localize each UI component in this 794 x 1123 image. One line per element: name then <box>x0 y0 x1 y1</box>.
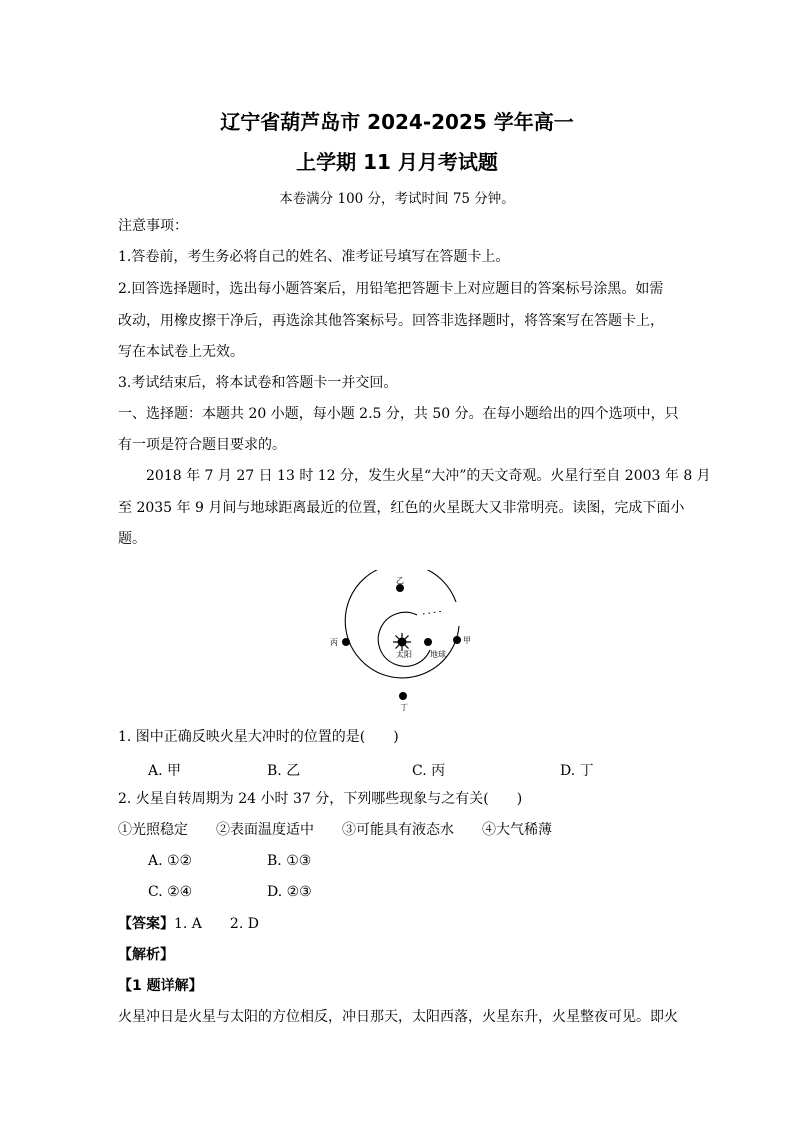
detail-1-label: 【1 题详解】 <box>118 978 203 994</box>
orbit-dotted-segment <box>423 611 444 614</box>
note-item-3: 3.考试结束后，将本试卷和答题卡一并交回。 <box>118 375 398 391</box>
sun-icon <box>393 633 411 651</box>
passage-line2: 至 2035 年 9 月间与地球距离最近的位置，红色的火星既大又非常明亮。读图，完成下面小 <box>118 500 685 516</box>
sun-label: 太阳 <box>396 650 412 659</box>
earth-dot <box>424 638 432 646</box>
answer-text: 1. A 2. D <box>174 916 259 932</box>
orbit-diagram <box>320 570 480 720</box>
q1-option-d[interactable]: D. 丁 <box>560 763 594 779</box>
position-jia-label: 甲 <box>463 636 471 645</box>
position-yi-label: 乙 <box>396 576 404 585</box>
page-title-line2: 上学期 11 月月考试题 <box>296 150 498 174</box>
q2-option-b[interactable]: B. ①③ <box>267 853 312 869</box>
q2-option-a[interactable]: A. ①② <box>148 853 193 869</box>
earth-label: 地球 <box>430 650 446 659</box>
note-item-2-line1: 2.回答选择题时，选出每小题答案后，用铅笔把答题卡上对应题目的答案标号涂黑。如需 <box>118 281 664 297</box>
question-1-stem: 1. 图中正确反映火星大冲时的位置的是( ) <box>118 729 399 745</box>
question-2-statements: ①光照稳定 ②表面温度适中 ③可能具有液态水 ④大气稀薄 <box>118 822 552 838</box>
position-ding-dot <box>399 692 407 700</box>
q1-option-a[interactable]: A. 甲 <box>148 763 182 779</box>
q2-option-d[interactable]: D. ②③ <box>267 884 312 900</box>
section-heading-line1: 一、选择题：本题共 20 小题，每小题 2.5 分，共 50 分。在每小题给出的四个选项中，只 <box>118 406 679 422</box>
position-bing-label: 丙 <box>330 638 338 647</box>
analysis-text: 火星冲日是火星与太阳的方位相反，冲日那天，太阳西落，火星东升，火星整夜可见。即火 <box>118 1009 678 1025</box>
position-yi-dot <box>396 584 404 592</box>
position-ding-label: 丁 <box>400 703 408 712</box>
analysis-label: 【解析】 <box>118 947 174 963</box>
q1-option-b[interactable]: B. 乙 <box>267 763 301 779</box>
exam-info: 本卷满分 100 分，考试时间 75 分钟。 <box>279 191 515 207</box>
note-item-2-line3: 写在本试卷上无效。 <box>118 344 244 360</box>
passage-line1: 2018 年 7 月 27 日 13 时 12 分，发生火星“大冲”的天文奇观。火星行至自 2003 年 8 月 <box>146 468 711 484</box>
page-title-line1: 辽宁省葫芦岛市 2024-2025 学年高一 <box>220 110 574 134</box>
note-item-1: 1.答卷前，考生务必将自己的姓名、准考证号填写在答题卡上。 <box>118 249 510 265</box>
passage-line3: 题。 <box>118 531 146 547</box>
q2-option-c[interactable]: C. ②④ <box>148 884 193 900</box>
position-jia-dot <box>453 636 461 644</box>
question-2-stem: 2. 火星自转周期为 24 小时 37 分，下列哪些现象与之有关( ) <box>118 791 523 807</box>
section-heading-line2: 有一项是符合题目要求的。 <box>118 437 286 453</box>
q1-option-c[interactable]: C. 丙 <box>412 763 446 779</box>
position-bing-dot <box>342 638 350 646</box>
answer-line <box>118 908 688 940</box>
note-item-2-line2: 改动，用橡皮擦干净后，再选涂其他答案标号。回答非选择题时，将答案写在答题卡上， <box>118 313 664 329</box>
notes-heading: 注意事项： <box>118 218 188 234</box>
answer-label: 【答案】 <box>118 916 174 932</box>
